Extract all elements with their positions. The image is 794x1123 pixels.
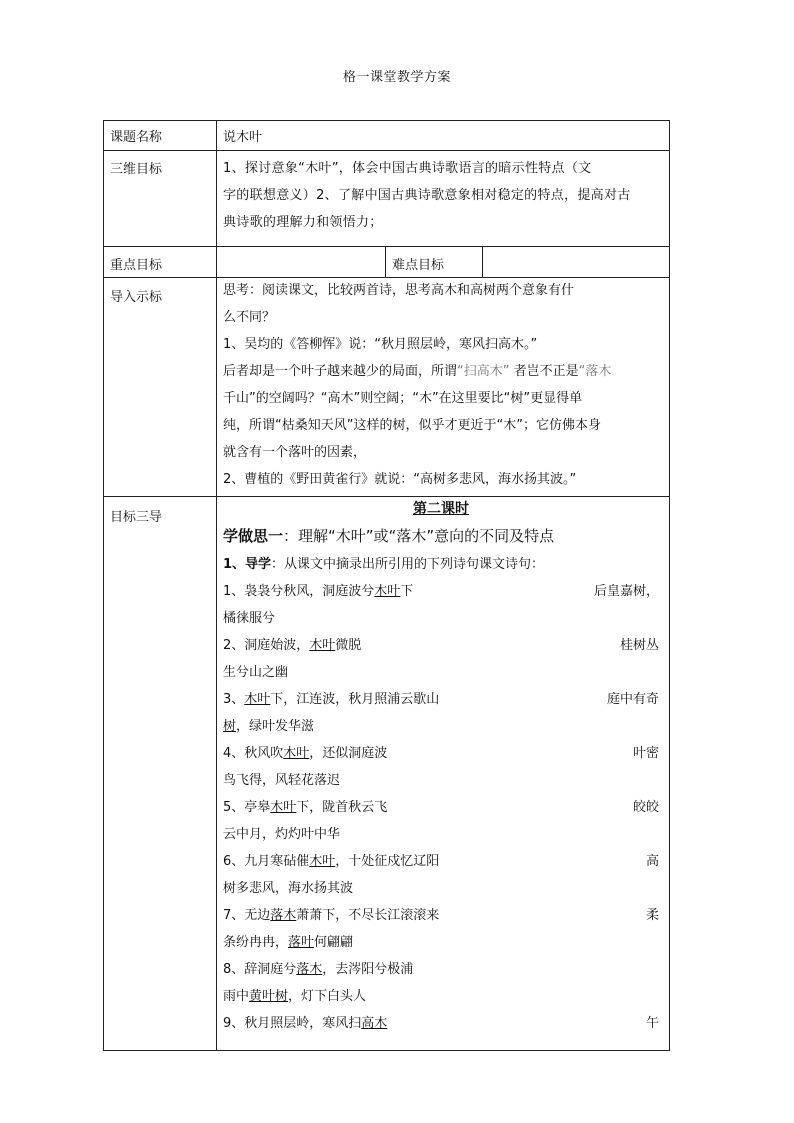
poem-text: 7、无边 xyxy=(223,908,271,923)
row-divider xyxy=(104,246,669,247)
targets-content xyxy=(223,497,659,1037)
lesson-plan-table xyxy=(103,120,670,1051)
poem-line xyxy=(223,956,659,983)
poem-right-text: 叶密 xyxy=(632,746,659,761)
poem-text: 树多悲风，海水扬其波 xyxy=(223,881,354,896)
poem-text: 下 xyxy=(400,584,414,599)
poem-text: 下，陇首秋云飞 xyxy=(296,800,388,815)
poem-line xyxy=(223,821,659,848)
poem-underlined: 黄叶树 xyxy=(249,989,289,1004)
poem-text: 生兮山之幽 xyxy=(223,665,289,680)
poem-line xyxy=(223,767,659,794)
poem-underlined: 木叶 xyxy=(244,692,271,707)
goals-line: 字的联想意义）2、了解中国古典诗歌意象相对稳定的特点，提高对古 xyxy=(223,188,631,203)
poem-line xyxy=(223,983,659,1010)
column-divider xyxy=(385,246,386,277)
poem-text: 橘徕服兮 xyxy=(223,611,276,626)
poem-text: ，灯下白头人 xyxy=(288,989,367,1004)
poem-line xyxy=(223,902,659,929)
poem-line xyxy=(223,740,659,767)
poem-line xyxy=(223,686,659,713)
poem-text: 条纷冉冉， xyxy=(223,935,289,950)
poem-line xyxy=(223,848,659,875)
poem-text: 云中月，灼灼叶中华 xyxy=(223,827,341,842)
poem-right-text: 高 xyxy=(645,854,659,869)
poem-text: ，还似洞庭波 xyxy=(309,746,388,761)
goals-label: 三维目标 xyxy=(110,162,163,177)
intro-line: 么不同？ xyxy=(223,310,276,325)
lesson-heading xyxy=(223,497,659,521)
poem-right-text: 柔 xyxy=(645,908,659,923)
intro-line: 思考：阅读课文，比较两首诗，思考高木和高树两个意象有什 xyxy=(223,283,575,298)
poem-underlined: 落木 xyxy=(296,962,323,977)
lesson-title: 第二课时 xyxy=(413,501,469,517)
poem-underlined: 高木 xyxy=(361,1016,388,1031)
poem-right-text: 后皇嘉树， xyxy=(593,584,659,599)
poem-line xyxy=(223,605,659,632)
poem-list xyxy=(223,578,659,1037)
intro-text-part: 后者却是一个叶子越来越少的局面，所谓 xyxy=(223,364,458,379)
poem-underlined: 落木 xyxy=(270,908,297,923)
poem-line xyxy=(223,578,659,605)
poem-text: 鸟飞得，风轻花落迟 xyxy=(223,773,341,788)
poem-line xyxy=(223,713,659,740)
poem-underlined: 木叶 xyxy=(374,584,401,599)
row-divider xyxy=(104,150,669,151)
intro-line xyxy=(223,358,659,385)
intro-label: 导入示标 xyxy=(110,290,163,305)
section-heading xyxy=(223,521,659,551)
poem-text: 5、亭皋 xyxy=(223,800,271,815)
column-divider xyxy=(482,246,483,277)
poem-text: 3、 xyxy=(223,692,245,707)
poem-right-text: 庭中有奇 xyxy=(606,692,659,707)
poem-line xyxy=(223,632,659,659)
poem-line xyxy=(223,794,659,821)
intro-quote-gray: “落木 xyxy=(578,364,612,379)
section-bold: 学做思一 xyxy=(223,527,284,545)
difficult-goal-label: 难点目标 xyxy=(392,258,445,273)
poem-text: 4、秋风吹 xyxy=(223,746,284,761)
goals-line: 1、探讨意象“木叶”，体会中国古典诗歌语言的暗示性特点（文 xyxy=(223,161,592,176)
poem-line xyxy=(223,1010,659,1037)
section-rest: ：理解“木叶”或“落木”意向的不同及特点 xyxy=(283,527,555,545)
poem-underlined: 木叶 xyxy=(283,746,310,761)
intro-quote-gray: “扫高木” xyxy=(457,364,510,379)
course-name-label: 课题名称 xyxy=(110,130,163,145)
goals-line: 典诗歌的理解力和领悟力； xyxy=(223,215,383,230)
poem-right-text: 午 xyxy=(645,1016,659,1031)
intro-line: 纯，所谓“枯桑知天风”这样的树，似乎才更近于“木”；它仿佛本身 xyxy=(223,418,601,433)
poem-underlined: 木叶 xyxy=(270,800,297,815)
poem-text: 萧萧下，不尽长江滚滚来 xyxy=(296,908,440,923)
poem-line xyxy=(223,875,659,902)
column-divider xyxy=(216,121,217,1050)
targets-label: 目标三导 xyxy=(110,510,163,525)
course-name-value: 说木叶 xyxy=(223,130,263,145)
poem-text: 1、袅袅兮秋风，洞庭波兮 xyxy=(223,584,375,599)
poem-text: 9、秋月照层岭，寒风扫 xyxy=(223,1016,362,1031)
guide-bold: 1、导学 xyxy=(223,557,272,572)
poem-right-text: 桂树丛 xyxy=(619,638,659,653)
poem-line xyxy=(223,659,659,686)
poem-text: 下，江连波，秋月照浦云歇山 xyxy=(270,692,440,707)
intro-text-part: 者岂不正是 xyxy=(509,364,579,379)
intro-line: 千山”的空阔吗？“高木”则空阔；“木”在这里要比“树”更显得单 xyxy=(223,391,583,406)
intro-line: 1、吴均的《答柳恽》说：“秋月照层岭，寒风扫高木。” xyxy=(223,337,538,352)
poem-right-text: 皎皎 xyxy=(632,800,659,815)
page-title: 格一课堂教学方案 xyxy=(342,70,451,85)
guide-line xyxy=(223,551,659,578)
poem-text: ，十处征戍忆辽阳 xyxy=(335,854,440,869)
poem-underlined: 落叶 xyxy=(288,935,315,950)
intro-line: 2、曹植的《野田黄雀行》就说：“高树多悲风，海水扬其波。” xyxy=(223,472,577,487)
intro-line: 就含有一个落叶的因素， xyxy=(223,445,367,460)
poem-text: ，去涔阳兮极浦 xyxy=(322,962,414,977)
poem-underlined: 树 xyxy=(223,719,237,734)
intro-text xyxy=(223,277,659,493)
poem-text: ，绿叶发华滋 xyxy=(236,719,315,734)
poem-underlined: 木叶 xyxy=(309,638,336,653)
poem-text: 8、辞洞庭兮 xyxy=(223,962,297,977)
poem-underlined: 木叶 xyxy=(309,854,336,869)
poem-text: 2、洞庭始波， xyxy=(223,638,310,653)
poem-text: 6、九月寒砧催 xyxy=(223,854,310,869)
poem-text: 何翩翩 xyxy=(314,935,354,950)
key-goal-label: 重点目标 xyxy=(110,258,163,273)
goals-text xyxy=(223,155,659,236)
poem-line xyxy=(223,929,659,956)
poem-text: 微脱 xyxy=(335,638,362,653)
guide-rest: ：从课文中摘录出所引用的下列诗句课文诗句： xyxy=(271,557,545,572)
poem-text: 雨中 xyxy=(223,989,250,1004)
